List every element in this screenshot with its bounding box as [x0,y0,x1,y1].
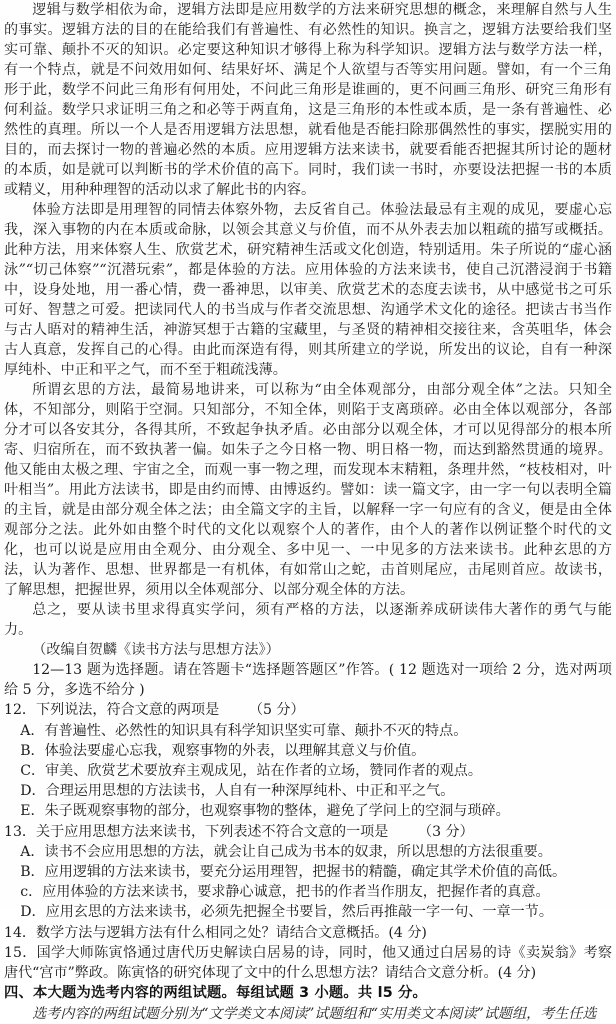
question-12-text: 下列说法，符合文意的两项是 [36,702,220,719]
passage-attribution: （改编自贺麟《读书方法与思想方法》） [32,642,280,658]
question-13-text: 关于应用思想方法来读书，下列表述不符合文意的一项是 [36,823,389,840]
question-12-option-b[interactable]: B．体验法要虚心忘我，观察事物的外表，以理解其意义与价值。 [20,742,426,759]
question-12-number: 12． [4,702,37,719]
question-12-option-d[interactable]: D．合理运用思想的方法读书，人自有一种深厚纯朴、中正和平之气。 [20,783,455,800]
question-13-option-c[interactable]: c．应用体验的方法来读书，要求静心诚意，把书的作者当作朋友，把握作者的真意。 [20,884,550,901]
section-four-heading: 四、本大题为选考内容的两组试题。每组试题 3 小题。共 l5 分。 [4,985,428,1002]
question-13-option-b[interactable]: B．应用逻辑的方法来读书，要充分运用理智，把握书的精髓，确定其学术价值的高低。 [20,864,567,881]
question-15-number: 15． [4,944,37,961]
question-13-option-d[interactable]: D．应用玄思的方法来读书，必须先把握全书要旨，然后再推敲一字一句、一章一节。 [20,904,553,921]
passage-paragraph-2: 体验方法即是用理智的同情去体察外物，去反省自己。体验法最忌有主观的成见，要虚心忘我，深入事物的内在本质或命脉，以领会其意义与价值，而不从外表去加以粗疏的描写或概括。此种方法，用来体察人生、欣赏艺术，研究精神生活或文化创造，特别适用。朱子所说的“虚心涵泳”“切己体察”“沉潜玩索”，都是体验的方法。应用体验的方法来读书，使自己沉潜浸润于书籍中，设身处地，用一番心情，费一番神思，以审美、欣赏艺术的态度去读书，从中感觉书之可乐可好、智慧之可爱。把读同代人的书当成与作者交流思想、沟通学术文化的途径。把读古书当作与古人晤对的精神生活，神游冥想于古籍的宝藏里，与圣贤的精神相交接往来，含英咀华，体会古人真意，发挥自己的心得。由此而深造有得，则其所建立的学说，所发出的议论，自有一种深厚纯朴、中正和平之气，而不至于粗疏浅薄。 [4,202,612,378]
question-14-stem [4,923,612,943]
questions-instruction: 12—13 题为选择题。请在答题卡“选择题答题区”作答。( 12 题选对一项给 2 分，选对两项给 5 分，多选不给分 ) [4,662,612,699]
question-15-stem [4,943,612,983]
question-13-marks: （3 分） [417,823,474,840]
question-12-option-c[interactable]: C．审美、欣赏艺术要放弃主观成见，站在作者的立场，赞同作者的观点。 [20,763,482,780]
question-12-option-a[interactable]: A．有普遍性、必然性的知识具有科学知识坚实可靠、颠扑不灭的特点。 [20,722,468,739]
question-13-option-a[interactable]: A．读书不会应用思想的方法，就会让自己成为书本的奴隶，所以思想的方法很重要。 [20,843,552,860]
passage-paragraph-1: 逻辑与数学相依为命，逻辑方法即是应用数学的方法来研究思想的概念，来理解自然与人生的事实。逻辑方法的目的在能给我们有普遍性、有必然性的知识。换言之，逻辑方法要给我们坚实可靠、颠扑不灭的知识。必定要这种知识才够得上称为科学知识。逻辑方法与数学方法一样，有一个特点，就是不问效用如何、结果好坏、满足个人欲望与否等实用问题。譬如，有一个三角形于此，数学不问此三角形有何用处，不问此三角形是谁画的，更不问画三角形、研究三角形有何利益。数学只求证明三角之和必等于两直角，这是三角形的本性或本质，是一条有普遍性、必然性的真理。所以一个人是否用逻辑方法思想，就看他是否能扫除那偶然性的事实，摆脱实用的目的，而去探讨一物的普遍必然的本质。应用逻辑方法来读书，就要看能否把握其所讨论的题材的本质，如是就可以判断书的学术价值的高下。同时，我们读一书时，亦要设法把握一书的本质或精义，用种种理智的活动以求了解此书的内容。 [4,2,612,198]
question-13-stem [4,822,612,842]
section-four-block [4,983,612,1024]
question-14-text: 数学方法与逻辑方法有什么相同之处？请结合文意概括。(4 分) [36,924,427,941]
question-12-stem [4,700,612,720]
question-13-number: 13． [4,823,37,840]
question-15-text: 国学大师陈寅恪通过唐代历史解读白居易的诗，同时，他又通过白居易的诗《卖炭翁》考察唐代“宫市”弊政。陈寅恪的研究体现了文中的什么思想方法？请结合文意分析。(4 分) [4,944,612,982]
passage-paragraph-3: 所谓玄思的方法，最简易地讲来，可以称为“由全体观部分，由部分观全体”之法。只知全体，不知部分，则陷于空洞。只知部分，不知全体，则陷于支离琐碎。必由全体以观部分，各部分才可以各安其分，各得其所，不致起争执矛盾。必由部分以观全体，才可以见得部分的根本所寄、归宿所在，而不致执著一偏。如朱子之今日格一物、明日格一物，而达到豁然贯通的境界。他又能由太极之理、宇宙之全，而观一事一物之理，而发现本末精粗，条理井然，“枝枝相对，叶叶相当”。用此方法读书，即是由约而博、由博返约。譬如：读一篇文字，由一字一句以表明全篇的主旨，就是由部分观全体之法；由全篇文字的主旨，以解释一字一句应有的含义，便是由全体观部分之法。此外如由整个时代的文化以观察个人的著作，由个人的著作以例证整个时代的文化，也可以说是应用由全观分、由分观全、多中见一、一中见多的方法来读书。此种玄思的方法，认为著作、思想、世界都是一有机体，有如常山之蛇，击首则尾应，击尾则首应。故读书，了解思想，把握世界，须用以全体观部分、以部分观全体的方法。 [4,382,612,598]
reading-passage [4,0,612,660]
section-four-body: 选考内容的两组试题分别为“文学类文本阅读”试题组和“实用类文本阅读”试题组，考生任选 [32,1006,597,1023]
question-14-number: 14． [4,924,37,941]
question-12-marks: （5 分） [248,702,305,719]
question-12-option-e[interactable]: E．朱子既观察事物的部分，也观察事物的整体，避免了学问上的空洞与琐碎。 [20,803,510,820]
questions-block [4,660,612,983]
passage-paragraph-4: 总之，要从读书里求得真实学问，须有严格的方法，以逐渐养成研读伟大著作的勇气与能力。 [4,602,612,638]
